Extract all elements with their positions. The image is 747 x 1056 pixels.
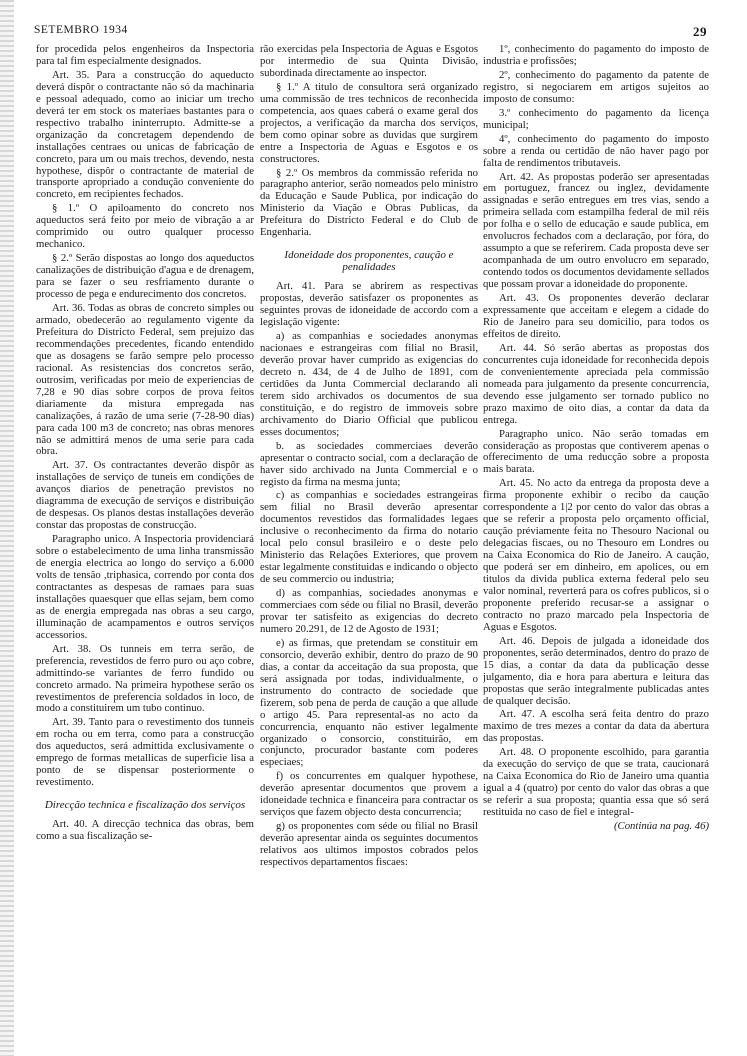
paragraph: e) as firmas, que pretendam se constituir em consorcio, deverão exhibir, dentro do prazo de 90 dias, a contar da acceitação da sua proposta, que será assignada por todas, individualmente, o instrumento do contracto de sociedade que fizerem, sob pena de perda de caução a que allude o artigo 45. Para represental-as no acto da concurrencia, enquanto não estiver legalmente organizado o consorcio, constituirão, em conjuncto, procurador bastante com poderes especiaes; [260,636,478,769]
page-number: 29 [693,24,707,39]
paragraph: § 2.º Os membros da commissão referida no paragrapho anterior, serão nomeados pelo ministro da Educação e Saude Publica, por indicação do Ministerio da Viação e Obras Publicas, da Prefeitura do Districto Federal e do Club de Engenharia. [260,166,478,239]
paragraph: 1º, conhecimento do pagamento do imposto de industria e profissões; [483,44,709,67]
paragraph: § 1.º O apiloamento do concreto nos aqueductos será feito por meio de vibração a ar comprimido ou outro qualquer processo mechanico. [36,202,254,251]
binding-edge [0,0,14,1056]
paragraph: Art. 41. Para se abrirem as respectivas propostas, deverão satisfazer os proponentes as seguintes provas de idoneidade de accordo com a legislação vigente: [260,280,478,329]
paragraph: rão exercidas pela Inspectoria de Aguas e Esgotos por intermedio de sua Quinta Divisão, subordinada directamente ao inspector. [260,44,478,79]
paragraph: Paragrapho unico. Não serão tomadas em consideração as propostas que contiverem apenas o offerecimento de uma reducção sobre a proposta mais barata. [483,427,709,476]
paragraph: Art. 38. Os tunneis em terra serão, de preferencia, revestidos de ferro puro ou aço cobre, admittindo-se variantes de ferro fundido ou concreto armado. Na primeira hypothese serão os revestimentos de preferencia soldados in loco, de modo a constituirem um tubo continuo. [36,642,254,715]
paragraph: d) as companhias, sociedades anonymas e commerciaes com séde ou filial no Brasil, deverão provar ter satisfeito as exigencias do decreto numero 20.291, de 12 de Agosto de 1931; [260,587,478,635]
section-heading: Idoneidade dos proponentes, caução e penalidades [284,249,454,274]
paragraph: Art. 35. Para a construcção do aqueducto deverá dispôr o contractante não só da machinaria e pessoal adequado, como ao iniciar um trecho deverá ter em stock os materiaes bastantes para o respectivo trabalho ininterrupto. Admitte-se a organização da concretagem dependendo de installações centraes ou unicas de fabricação de concreto, para um ou mais trechos, devendo, nesta hypothese, dispôr o contractante de material de transporte apropriado a condução conveniente do concreto, em recipientes fechados. [36,68,254,201]
header-month-year: SETEMBRO 1934 [34,24,128,36]
paragraph: for procedida pelos engenheiros da Inspectoria para tal fim especialmente designados. [36,44,254,67]
paragraph: Art. 43. Os proponentes deverão declarar expressamente que acceitam e elegem a cidade do Rio de Janeiro para seu domicilio, para todos os effeitos de direito. [483,292,709,340]
continuation-note: (Continúa na pag. 46) [614,820,709,833]
paragraph: § 1.º A titulo de consultora será organizado uma commissão de tres technicos de reconhecida competencia, aos quaes caberá o exame geral dos projectos, a verificação da marcha dos serviços, bem como opinar sobre as duvidas que surgirem entre a Inspectoria de Aguas e Esgotos e os constructores. [260,80,478,165]
paragraph: Art. 46. Depois de julgada a idoneidade dos proponentes, serão determinados, dentro do prazo de 15 dias, a contar da data da publicação desse julgamento, dia e hora para abertura e leitura das propostas que serão integralmente publicadas antes de qualquer decisão. [483,634,709,707]
paragraph: Art. 48. O proponente escolhido, para garantia da execução do serviço de que se trata, caucionará na Caixa Economica do Rio de Janeiro uma quantia igual a 4 (quatro) por cento do valor das obras a que se referir a sua proposta; quantia essa que só será restituida no caso de fiel e integral- [483,746,709,819]
paragraph: b. as sociedades commerciaes deverão apresentar o contracto social, com a declaração de haver sido archivado na Junta Commercial e o registo da firma na mesma junta; [260,439,478,488]
paragraph: Art. 36. Todas as obras de concreto simples ou armado, obedecerão ao regulamento vigente da Prefeitura do Districto Federal, sem prejuizo das recommendações precedentes, ficando entendido que as dosagens se farão sempre pelo processo racional. As resistencias dos concretos serão, outrosim, verificadas por meio de experiencias de 7,28 e 90 dias sobre corpos de prova feitos diariamente da mistura empregada nas canalizações, á razão de uma serie (7-28-90 dias) para cada 100 m3 de concreto; nas obras menores não se admittirá menos de uma serie para cada obra. [36,302,254,458]
column-1 [36,44,254,1046]
paragraph: 2º, conhecimento do pagamento da patente de registro, si negociarem em artigos sujeitos ao imposto de consumo: [483,68,709,105]
paragraph: Art. 44. Só serão abertas as propostas dos concurrentes cuja idoneidade for reconhecida depois de convenientemente apreciada pela commissão nomeada para julgamento da presente concurrencia, devendo esse julgamento ser tornado publico no prazo maximo de oito dias, a contar da data da entrega. [483,341,709,426]
paragraph: Art. 45. No acto da entrega da proposta deve a firma proponente exhibir o recibo da caução correspondente a 1|2 por cento do valor das obras a que se referir a proposta pelo orçamento official, caução préviamente feita no Thesouro Nacional ou delegacias fiscaes, ou no Thesouro em Londres ou na Caixa Economica do Rio de Janeiro. A caução, que poderá ser em dinheiro, em apolices, ou em titulos da divida publica externa federal pelo seu valor nominal, reverterá para os cofres publicos, si o proponente preferido recusar-se a assignar o contracto no prazo marcado pela Inspectoria de Aguas e Esgotos. [483,477,709,633]
section-heading: Direcção technica e fiscalização dos serviços [44,799,246,812]
paragraph: Art. 37. Os contractantes deverão dispôr as installações de serviço de tuneis em condições de avanços diarios de penetração previstos no diagramma de execução de serviços e distribuição de despesas. Os planos destas installações deverão constar das propostas de construcção. [36,459,254,532]
paragraph: Art. 40. A direcção technica das obras, bem como a sua fiscalização se- [36,818,254,843]
paragraph: g) os proponentes com séde ou filial no Brasil deverão apresentar ainda os seguintes documentos relativos aos ultimos impostos cobrados pelos respectivos departamentos fiscaes: [260,820,478,869]
paragraph: 3.º conhecimento do pagamento da licença municipal; [483,106,709,131]
column-3 [483,44,709,1046]
paragraph: Art. 47. A escolha será feita dentro do prazo maximo de tres mezes a contar da data da abertura das propostas. [483,708,709,745]
paragraph: § 2.º Serão dispostas ao longo dos aqueductos canalizações de distribuição d'agua e de drenagem, para se fazer o seu resfriamento durante o processo de pega e endurecimento dos concretos. [36,252,254,301]
column-2 [260,44,478,1046]
paragraph: f) os concurrentes em qualquer hypothese, deverão apresentar documentos que provem a idoneidade technica e financeira para contractar os serviços que fazem objecto desta concurrencia; [260,770,478,819]
paragraph: Art. 39. Tanto para o revestimento dos tunneis em rocha ou em terra, como para a construcção dos aqueductos, será admittida exclusivamente o emprego de formas metallicas de superficie lisa a ponto de se dispensar posteriormente o revestimento. [36,716,254,789]
paragraph: 4º, conhecimento do pagamento do imposto sobre a renda ou certidão de não haver pago por falta de rendimentos tributaveis. [483,132,709,169]
paragraph: Paragrapho unico. A Inspectoria providenciará sobre o estabelecimento de uma linha transmissão de energia electrica ao longo do serviço a 6.000 volts de tensão ,triphasica, correndo por conta dos contractantes as despesas de ramaes para suas installações quaesquer que ellas sejam, bem como as de energia empregada nas obras a seu cargo, illuminação de acampamentos e outros serviços accessorios. [36,533,254,641]
paragraph: Art. 42. As propostas poderão ser apresentadas em portuguez, francez ou inglez, devidamente assignadas e serão entregues em tres vias, sendo a primeira sellada com estampilha federal de mil réis por folha e o sello de educação e saude publica, em envolucros fechados com a declaração, por fóra, do assumpto a que se referirem. Cada proposta deve ser acompanhada de um outro envolucro em separado, contendo todos os documentos devidamente sellados que possam provar a idoneidade do proponente. [483,170,709,291]
page-header [34,24,707,40]
paragraph: c) as companhias e sociedades estrangeiras sem filial no Brasil deverão apresentar documentos revestidos das formalidades legaes inclusive o reconhecimento da firma do notario local pelo consul brasileiro e o deste pelo Ministerio das Relações Exteriores, que provem estar legalmente constituidas e indicando o objecto de seu commercio ou industria; [260,489,478,586]
paragraph: a) as companhias e sociedades anonymas nacionaes e estrangeiras com filial no Brasil, deverão provar haver cumprido as exigencias do decreto n. 434, de 4 de Julho de 1891, com certidões da Junta Commercial declarando ali terem sido archivados os documentos de sua constituição, e do registro de immoveis sobre archivamento do Diario Official que publicou esses documentos; [260,330,478,438]
